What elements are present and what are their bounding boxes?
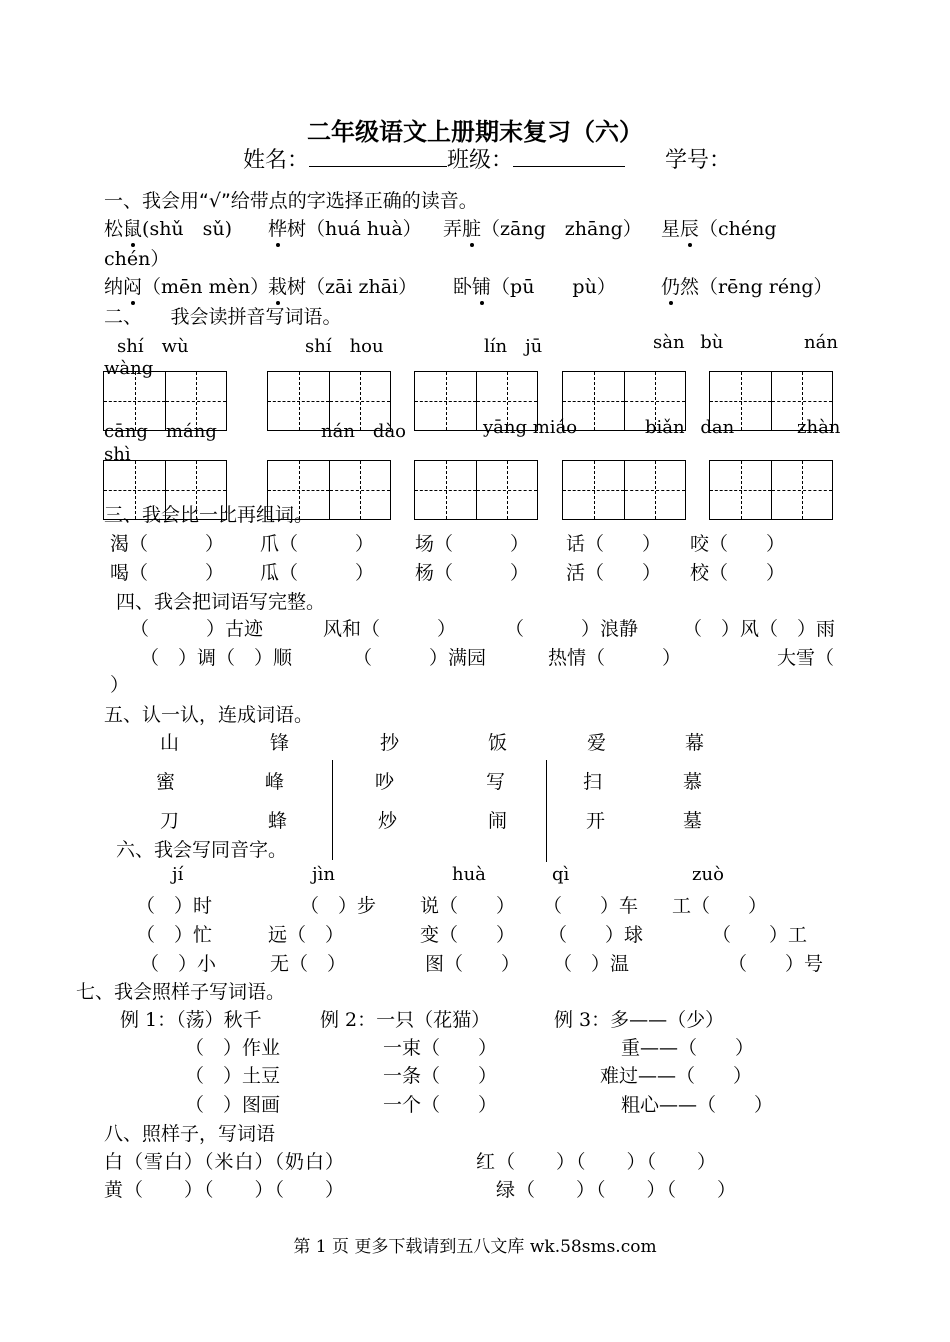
s5-char: 峰 <box>265 771 285 793</box>
s5-char: 饭 <box>488 732 508 754</box>
s1-row1-item-1: 桦树（huá huà） <box>268 214 422 241</box>
s5-char: 闹 <box>488 810 508 832</box>
s5-char: 墓 <box>683 810 703 832</box>
s7-example: 例 3：多——（少） <box>554 1009 725 1031</box>
s3-item: 话（ ） <box>566 533 662 555</box>
s7-item: 一个（ ） <box>383 1094 498 1116</box>
s2-pinyin-9: zhàn <box>797 417 841 438</box>
name-label: 姓名： <box>243 148 310 173</box>
s6-item: （ ）球 <box>548 924 644 946</box>
s7-example: 例 1：（荡）秋千 <box>120 1009 262 1031</box>
s1-row1-wrap: chén） <box>104 248 170 270</box>
s6-pinyin: jí <box>172 864 184 885</box>
s7-item: （ ）作业 <box>185 1037 281 1059</box>
s4-item: 热情（ ） <box>548 647 682 669</box>
section6-heading: 六、我会写同音字。 <box>116 839 288 861</box>
s6-item: （ ）步 <box>300 895 377 917</box>
s2-pinyin-1: shí hou <box>305 336 384 357</box>
section8-heading: 八、照样子，写词语 <box>104 1123 276 1145</box>
s2-pinyin-2: lín jū <box>484 336 543 357</box>
student-info <box>243 143 731 174</box>
s6-item: （ ）温 <box>553 953 630 975</box>
s7-item: 一条（ ） <box>383 1065 498 1087</box>
s5-char: 炒 <box>378 810 398 832</box>
s3-item: 校（ ） <box>690 562 786 584</box>
s8-item: 白（雪白）（米白）（奶白） <box>104 1151 346 1173</box>
s5-char: 开 <box>586 810 606 832</box>
s8-item: 绿（ ）（ ）（ ） <box>496 1179 738 1201</box>
s1-row2-item-2: 卧铺（pū pù） <box>453 272 616 299</box>
writing-grid[interactable] <box>709 460 833 520</box>
s4-item: 大雪（ <box>777 647 835 669</box>
s2-pinyin-5: cāng máng <box>104 421 217 442</box>
class-label: 班级： <box>447 148 514 173</box>
s5-char: 山 <box>160 732 180 754</box>
s4-item: （ ）古迹 <box>130 618 264 640</box>
s1-row1-item-0: 松鼠(shǔ sǔ) <box>104 214 232 241</box>
s5-char: 写 <box>486 771 506 793</box>
section7-heading: 七、我会照样子写词语。 <box>76 981 286 1003</box>
divider-line <box>332 760 333 860</box>
id-label: 学号： <box>665 148 732 173</box>
s4-item: （ ）浪静 <box>505 618 639 640</box>
s5-char: 扫 <box>583 771 603 793</box>
section5-heading: 五、认一认，连成词语。 <box>104 704 314 726</box>
s5-char: 吵 <box>375 771 395 793</box>
s6-item: （ ）号 <box>728 953 824 975</box>
section2-heading: 二、 我会读拼音写词语。 <box>104 306 342 328</box>
s5-char: 幕 <box>685 732 705 754</box>
s6-item: 工（ ） <box>672 895 768 917</box>
s6-pinyin: zuò <box>692 864 724 885</box>
s2-pinyin-wrap-1: wàng <box>104 358 154 379</box>
s2-pinyin-wrap-2: shì <box>104 444 131 465</box>
s3-item: 咬（ ） <box>690 533 786 555</box>
s2-pinyin-7: yāng miáo <box>483 417 578 438</box>
s5-char: 蜜 <box>156 771 176 793</box>
s5-char: 慕 <box>683 771 703 793</box>
s4-item: 风和（ ） <box>323 618 457 640</box>
s3-item: 瓜（ ） <box>260 562 375 584</box>
s6-item: （ ）工 <box>712 924 808 946</box>
s4-item: （ ）风（ ）雨 <box>683 618 836 640</box>
s3-item: 渴（ ） <box>110 533 225 555</box>
page-title: 二年级语文上册期末复习（六） <box>307 118 643 146</box>
s7-item: 难过——（ ） <box>600 1065 753 1087</box>
s7-item: （ ）图画 <box>185 1094 281 1116</box>
s1-row1-item-3: 星辰（chéng <box>661 214 777 241</box>
s1-row2-item-1: 栽树（zāi zhāi） <box>268 272 417 299</box>
s7-item: 重——（ ） <box>621 1037 755 1059</box>
s5-char: 刀 <box>160 810 180 832</box>
s2-pinyin-3: sàn bù <box>653 332 724 353</box>
s3-item: 爪（ ） <box>260 533 375 555</box>
page-footer: 第 1 页 更多下载请到五八文库 wk.58sms.com <box>293 1237 657 1257</box>
s6-item: 无（ ） <box>270 953 347 975</box>
section1-heading: 一、我会用“√”给带点的字选择正确的读音。 <box>104 190 478 212</box>
s4-wrap: ） <box>110 674 130 696</box>
s2-pinyin-0: shí wù <box>117 336 189 357</box>
s6-item: 远（ ） <box>268 924 345 946</box>
s8-item: 红（ ）（ ）（ ） <box>476 1151 718 1173</box>
s3-item: 场（ ） <box>415 533 530 555</box>
s7-example: 例 2：一只（花猫） <box>320 1009 491 1031</box>
class-blank[interactable] <box>513 144 625 167</box>
s3-item: 活（ ） <box>566 562 662 584</box>
s7-item: （ ）土豆 <box>185 1065 281 1087</box>
writing-grid[interactable] <box>414 460 538 520</box>
s6-item: 说（ ） <box>420 895 516 917</box>
s8-item: 黄（ ）（ ）（ ） <box>104 1179 346 1201</box>
s6-item: 变（ ） <box>420 924 516 946</box>
s6-item: （ ）忙 <box>136 924 213 946</box>
s5-char: 抄 <box>380 732 400 754</box>
section3-heading: 三、我会比一比再组词。 <box>104 504 314 526</box>
s6-item: 图（ ） <box>425 953 521 975</box>
s2-pinyin-8: biǎn dan <box>645 417 735 438</box>
divider-line <box>546 760 547 862</box>
s4-item: （ ）调（ ）顺 <box>140 647 293 669</box>
s6-item: （ ）车 <box>543 895 639 917</box>
s3-item: 喝（ ） <box>110 562 225 584</box>
s5-char: 蜂 <box>268 810 288 832</box>
s6-pinyin: jìn <box>312 864 335 885</box>
s2-pinyin-6: nán dào <box>321 421 407 442</box>
s1-row2-item-0: 纳闷（mēn mèn） <box>104 272 269 299</box>
s6-item: （ ）时 <box>136 895 213 917</box>
writing-grid[interactable] <box>562 460 686 520</box>
s1-row2-item-3: 仍然（rēng réng） <box>661 272 833 299</box>
s7-item: 一束（ ） <box>383 1037 498 1059</box>
section4-heading: 四、我会把词语写完整。 <box>116 591 326 613</box>
s6-pinyin: qì <box>552 864 570 885</box>
s3-item: 杨（ ） <box>415 562 530 584</box>
s6-pinyin: huà <box>452 864 486 885</box>
s7-item: 粗心——（ ） <box>621 1094 774 1116</box>
name-blank[interactable] <box>309 144 447 167</box>
s5-char: 锋 <box>270 732 290 754</box>
s5-char: 爱 <box>587 732 607 754</box>
s2-pinyin-4: nán <box>804 332 838 353</box>
s4-item: （ ）满园 <box>353 647 487 669</box>
s1-row1-item-2: 弄脏（zāng zhāng） <box>443 214 642 241</box>
s6-item: （ ）小 <box>140 953 217 975</box>
